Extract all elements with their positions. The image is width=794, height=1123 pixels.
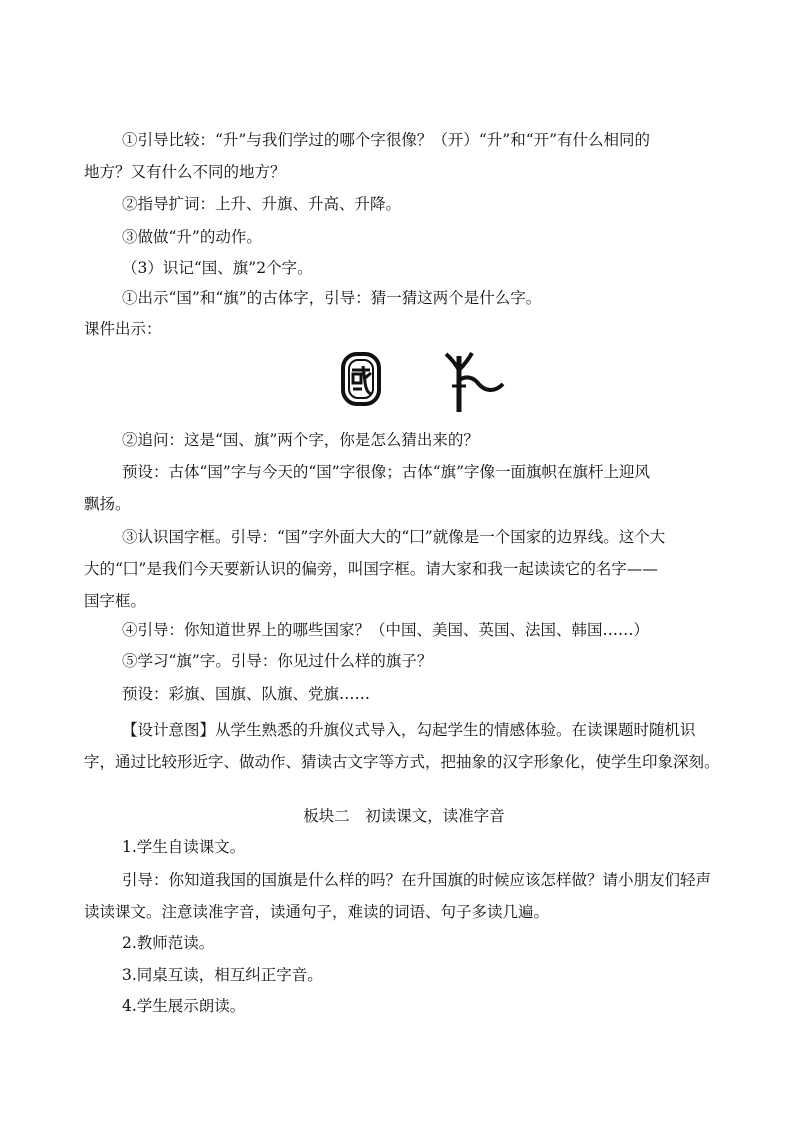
- paragraph-learn-qi: ⑤学习“旗”字。引导：你见过什么样的旗子？: [122, 652, 433, 670]
- paragraph-sheng-action: ③做做“升”的动作。: [122, 228, 262, 246]
- paragraph-section-3-heading: （3）识记“国、旗”2个字。: [122, 259, 313, 277]
- paragraph-compare-sheng-line2: 地方？又有什么不同的地方？: [84, 163, 286, 181]
- paragraph-follow-up-question: ②追问：这是“国、旗”两个字，你是怎么猜出来的？: [122, 431, 479, 449]
- paragraph-teacher-demo: 2.教师范读。: [122, 934, 215, 952]
- paragraph-guozikuang-line1: ③认识国字框。引导：“国”字外面大大的“囗”就像是一个国家的边界线。这个大: [122, 528, 666, 546]
- paragraph-compare-sheng-line1: ①引导比较：“升”与我们学过的哪个字很像？（开）“升”和“开”有什么相同的: [122, 131, 651, 149]
- paragraph-student-reading: 4.学生展示朗读。: [122, 997, 246, 1015]
- paragraph-guozikuang-line2: 大的“囗”是我们今天要新认识的偏旁，叫国字框。请大家和我一起读读它的名字——: [84, 560, 658, 578]
- ancient-characters-figure: [335, 348, 515, 418]
- ancient-guo-glyph-icon: [343, 354, 379, 404]
- paragraph-design-intent: 【设计意图】从学生熟悉的升旗仪式导入，勾起学生的情感体验。在读课题时随机识字，通过比较形近字、做动作、猜读古文字等方式，把抽象的汉字形象化，使学生印象深刻。: [84, 721, 720, 771]
- paragraph-self-read: 1.学生自读课文。: [122, 838, 246, 856]
- paragraph-preset-answer-line2: 飘扬。: [84, 495, 131, 513]
- paragraph-pair-reading: 3.同桌互读，相互纠正字音。: [122, 966, 323, 984]
- paragraph-guozikuang-line3: 国字框。: [84, 592, 147, 610]
- paragraph-show-ancient-characters: ①出示“国”和“旗”的古体字，引导：猜一猜这两个是什么字。: [122, 289, 542, 307]
- section-heading-block-two: 板块二 初读课文，读准字音: [303, 807, 505, 825]
- ancient-qi-glyph-icon: [446, 353, 503, 412]
- paragraph-countries-question: ④引导：你知道世界上的哪些国家？（中国、美国、英国、法国、韩国……）: [122, 621, 650, 639]
- paragraph-guide-reading: 引导：你知道我国的国旗是什么样的吗？在升国旗的时候应该怎样做？请小朋友们轻声读读课文。注意读准字音，读通句子，难读的词语、句子多读几遍。: [84, 871, 712, 921]
- paragraph-preset-answer-line1: 预设：古体“国”字与今天的“国”字很像；古体“旗”字像一面旗帜在旗杆上迎风: [122, 463, 651, 481]
- paragraph-courseware-show: 课件出示：: [84, 320, 162, 338]
- paragraph-expand-words: ②指导扩词：上升、升旗、升高、升降。: [122, 195, 402, 213]
- paragraph-flag-types: 预设：彩旗、国旗、队旗、党旗……: [122, 685, 371, 703]
